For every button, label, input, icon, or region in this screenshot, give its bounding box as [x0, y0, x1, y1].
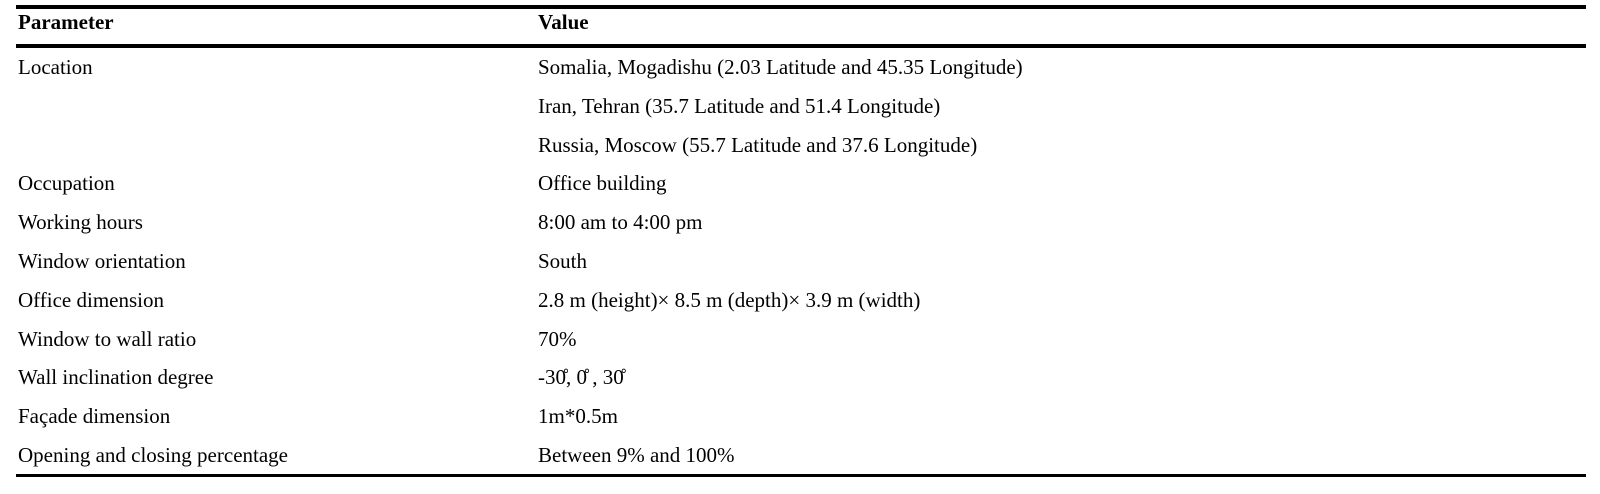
row-value: Between 9% and 100%	[538, 442, 735, 467]
row-parameter: Location	[18, 55, 93, 79]
row-parameter: Wall inclination degree	[18, 365, 214, 390]
row-value: Somalia, Mogadishu (2.03 Latitude and 45.35 Longitude)	[538, 55, 1023, 79]
table-body	[0, 50, 1600, 477]
row-parameter: Façade dimension	[18, 404, 171, 429]
row-value: -30̊, 0̊ , 30̊	[538, 365, 624, 390]
row-parameter: Office dimension	[18, 287, 164, 312]
table-row	[0, 360, 1600, 399]
row-parameter: Occupation	[18, 171, 115, 196]
row-value: 1m*0.5m	[538, 404, 618, 429]
table-row	[0, 399, 1600, 438]
row-value: South	[538, 248, 588, 273]
table-row	[0, 322, 1600, 361]
table-row	[0, 50, 1600, 89]
table-row	[0, 89, 1600, 128]
row-value: Office building	[538, 171, 667, 196]
row-value: Russia, Moscow (55.7 Latitude and 37.6 Longitude)	[538, 132, 978, 157]
table-row	[0, 438, 1600, 477]
row-parameter: Window orientation	[18, 248, 186, 273]
row-parameter: Working hours	[18, 210, 143, 235]
row-value: 70%	[538, 326, 577, 351]
table-header-rule	[16, 44, 1586, 48]
table-header-row	[0, 10, 1600, 42]
table-bottom-rule	[16, 474, 1586, 477]
row-value: Iran, Tehran (35.7 Latitude and 51.4 Longitude)	[538, 93, 941, 118]
table-row	[0, 205, 1600, 244]
row-value: 8:00 am to 4:00 pm	[538, 210, 703, 235]
table-row	[0, 128, 1600, 167]
header-parameter: Parameter	[18, 10, 114, 34]
row-parameter: Opening and closing percentage	[18, 442, 288, 467]
table-top-rule	[16, 5, 1586, 9]
table-row	[0, 244, 1600, 283]
header-value: Value	[538, 10, 589, 34]
table-row	[0, 166, 1600, 205]
row-parameter: Window to wall ratio	[18, 326, 197, 351]
row-value: 2.8 m (height)× 8.5 m (depth)× 3.9 m (width)	[538, 287, 921, 312]
table-row	[0, 283, 1600, 322]
